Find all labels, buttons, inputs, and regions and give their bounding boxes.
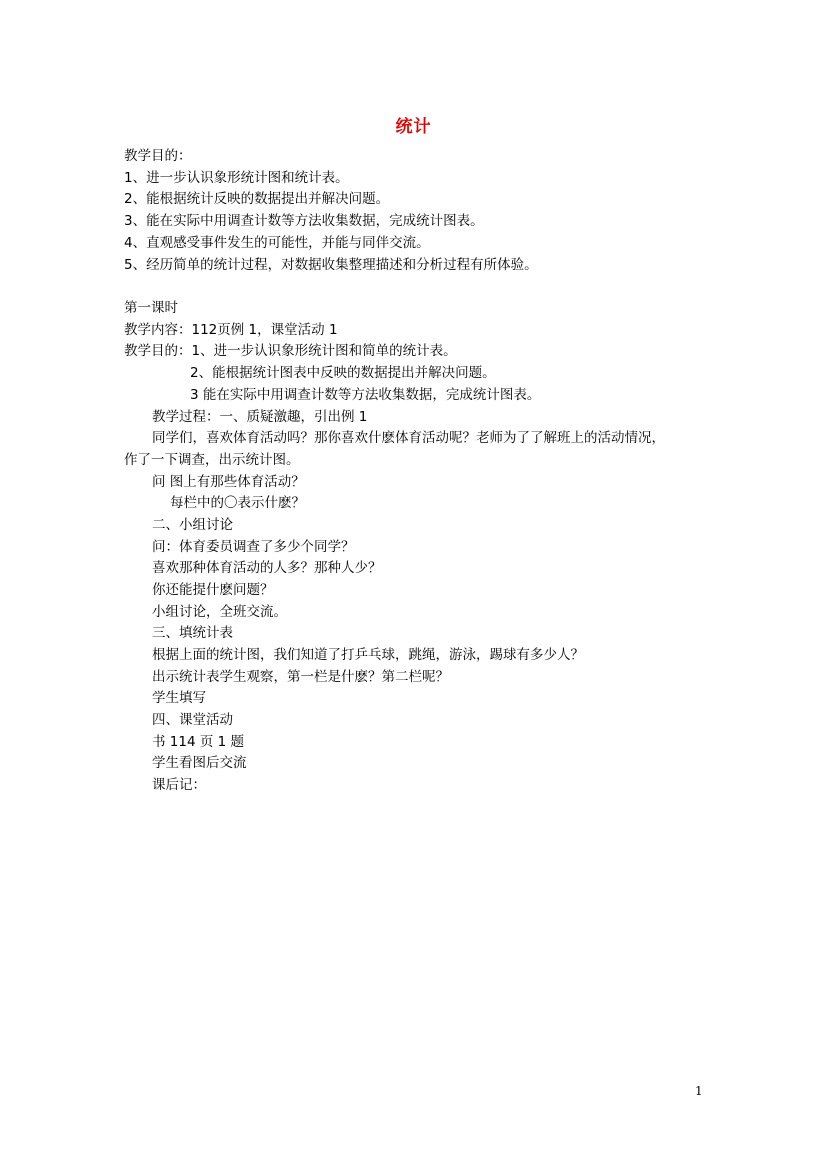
paragraph-line: 根据上面的统计图，我们知道了打乒乓球，跳绳，游泳，踢球有多少人？ (152, 647, 584, 663)
goals-heading: 教学目的： (124, 148, 192, 164)
question-line: 喜欢那种体育活动的人多？那种人少？ (152, 560, 382, 576)
page-title: 统计 (395, 117, 432, 137)
question-line: 问 图上有那些体育活动？ (152, 474, 305, 490)
question-line: 小组讨论，全班交流。 (152, 604, 287, 620)
section-heading: 三、填统计表 (152, 625, 233, 641)
section-heading: 二、小组讨论 (152, 517, 233, 533)
page-number: 1 (695, 1084, 703, 1098)
paragraph-line: 学生填写 (152, 690, 206, 706)
lesson-goal: 3 能在实际中用调查计数等方法收集数据，完成统计图表。 (190, 387, 541, 403)
question-line: 问：体育委员调查了多少个同学？ (152, 539, 355, 555)
goal-item: 4、直观感受事件发生的可能性，并能与同伴交流。 (124, 235, 430, 251)
goal-item: 3、能在实际中用调查计数等方法收集数据，完成统计图表。 (124, 213, 484, 229)
goal-item: 2、能根据统计反映的数据提出并解决问题。 (124, 191, 390, 207)
section-heading: 四、课堂活动 (152, 712, 233, 728)
paragraph-line: 作了一下调查，出示统计图。 (124, 452, 300, 468)
paragraph-line: 书 114 页 1 题 (152, 734, 245, 750)
lesson-goal: 2、能根据统计图表中反映的数据提出并解决问题。 (190, 365, 496, 381)
lesson-content: 教学内容：112页例 1，课堂活动 1 (124, 322, 338, 338)
after-class-notes: 课后记： (152, 777, 206, 793)
question-line: 你还能提什麽问题？ (152, 582, 274, 598)
goal-item: 1、进一步认识象形统计图和统计表。 (124, 170, 349, 186)
lesson-heading: 第一课时 (124, 300, 178, 316)
question-line: 每栏中的〇表示什麽？ (170, 495, 305, 511)
lesson-process: 教学过程：一、质疑激趣，引出例 1 (152, 409, 368, 425)
paragraph-line: 出示统计表学生观察，第一栏是什麽？第二栏呢？ (152, 669, 449, 685)
paragraph-line: 学生看图后交流 (152, 755, 247, 771)
goal-item: 5、经历简单的统计过程，对数据收集整理描述和分析过程有所体验。 (124, 257, 538, 273)
lesson-goal: 教学目的：1、进一步认识象形统计图和简单的统计表。 (124, 343, 457, 359)
paragraph-line: 同学们，喜欢体育活动吗？那你喜欢什麽体育活动呢？老师为了了解班上的活动情况， (152, 430, 665, 446)
